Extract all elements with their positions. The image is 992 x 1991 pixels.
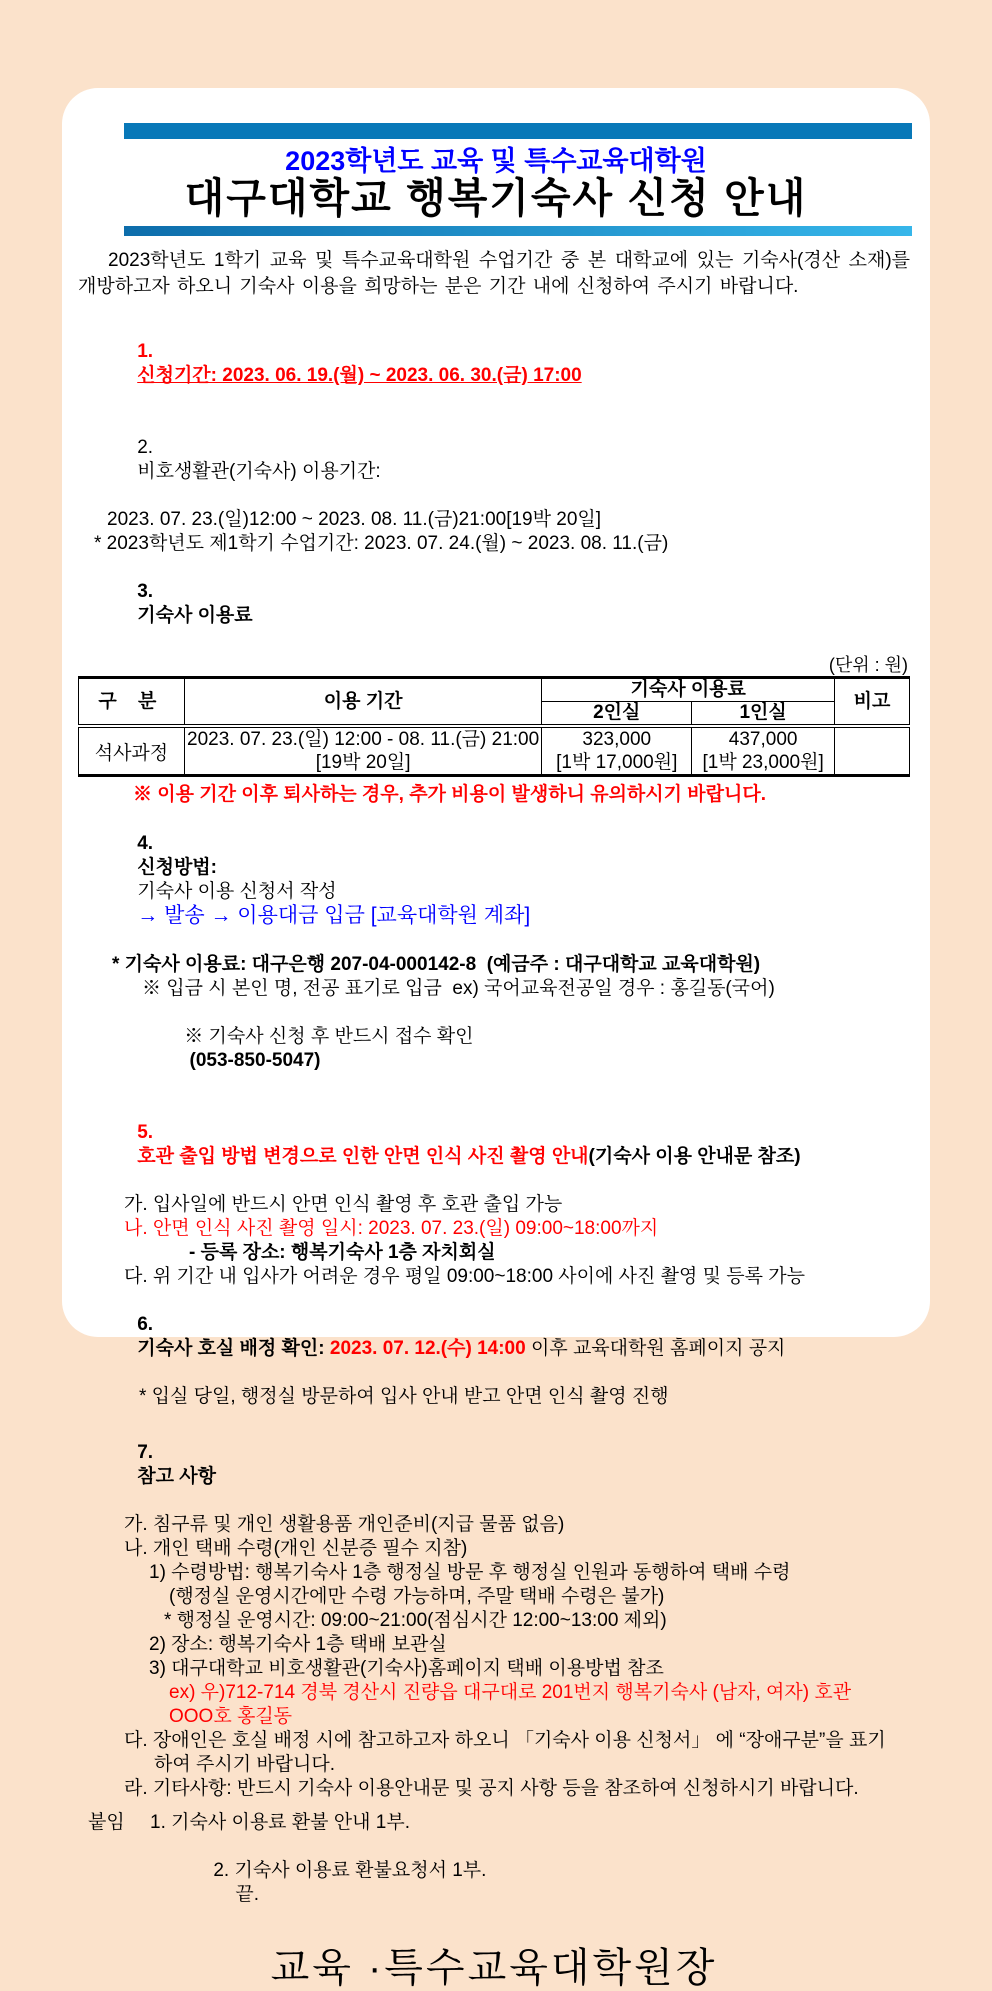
document-title: 대구대학교 행복기숙사 신청 안내 <box>184 175 808 221</box>
item-4-step-blue: → 발송 → 이용대금 입금 [교육대학원 계좌] <box>137 904 531 927</box>
item-7-na-3: 3) 대구대학교 비호생활관(기숙사)홈페이지 택배 이용방법 참조 <box>149 1658 664 1679</box>
cell-period-nights: [19박 20일] <box>315 752 411 773</box>
intro-paragraph: 2023학년도 1학기 교육 및 특수교육대학원 수업기간 중 본 대학교에 있는 기숙사(경산 소재)를 개방하고자 하오니 기숙사 이용을 희망하는 분은 기간 내에 신청하여 주시기 바랍니다. <box>78 250 910 297</box>
item-2-period-dates: 2023. 07. 23.(일)12:00 ~ 2023. 08. 11.(금)21:00[19박 20일] <box>107 509 602 530</box>
item-7-number: 7. <box>137 1442 154 1463</box>
item-4-confirm-phone: (053-850-5047) <box>184 1050 321 1071</box>
item-4-step-black: 기숙사 이용 신청서 작성 <box>137 881 337 902</box>
item-4-confirm-note <box>142 1001 910 1097</box>
double-room-amount: 323,000 <box>582 729 652 750</box>
fee-warning-note: ※ 이용 기간 이후 퇴사하는 경우, 추가 비용이 발생하니 유의하시기 바랍니다. <box>133 784 766 805</box>
item-1-application-period <box>95 316 910 412</box>
item-7-title: 참고 사항 <box>137 1466 216 1487</box>
document-subtitle: 2023학년도 교육 및 특수교육대학원 <box>285 146 707 176</box>
item-7-na-1: 1) 수령방법: 행복기숙사 1층 행정실 방문 후 행정실 인원과 동행하여 택배 수령 <box>149 1562 791 1583</box>
attachment-1: 1. 기숙사 이용료 환불 안내 1부. <box>150 1812 410 1833</box>
item-6-number: 6. <box>137 1314 154 1335</box>
item-7-reference-heading <box>95 1417 910 1513</box>
item-2-number: 2. <box>137 437 154 458</box>
attachment-2-text: 2. 기숙사 이용료 환불요청서 1부. <box>213 1860 487 1881</box>
notice-card <box>62 88 930 1990</box>
item-6-note: * 입실 당일, 행정실 방문하여 입사 안내 받고 안면 인식 촬영 진행 <box>139 1386 669 1407</box>
header-remark: 비고 <box>835 678 910 727</box>
item-4-deposit-note: ※ 입금 시 본인 명, 전공 표기로 입금 ex) 국어교육전공일 경우 : 홍길동(국어) <box>142 978 775 999</box>
attachments-block <box>88 1811 910 1931</box>
single-room-amount: 437,000 <box>728 729 798 750</box>
item-4-label: 신청방법: <box>137 857 217 878</box>
attachments-label: 붙임 <box>88 1812 125 1833</box>
item-4-confirm-text: ※ 기숙사 신청 후 반드시 접수 확인 <box>184 1026 479 1047</box>
cell-period <box>184 726 541 776</box>
table-unit-note: (단위 : 원) <box>828 655 908 675</box>
item-7-ra: 라. 기타사항: 반드시 기숙사 이용안내문 및 공지 사항 등을 참조하여 신청하시기 바랍니다. <box>124 1778 859 1799</box>
item-2-usage-period <box>95 412 910 508</box>
double-room-per-night: [1박 17,000원] <box>556 752 678 773</box>
item-1-number: 1. <box>137 341 154 362</box>
signature-line: 교육 ·특수교육대학원장 <box>270 1946 718 1990</box>
item-5-face-recognition <box>95 1097 910 1193</box>
fee-table-data-row <box>79 726 910 776</box>
item-3-number: 3. <box>137 581 154 602</box>
item-7-da: 다. 장애인은 호실 배정 시에 참고하고자 하오니 「기숙사 이용 신청서」 에 “장애구분”을 표기하여 주시기 바랍니다. <box>124 1730 886 1775</box>
item-6-label: 기숙사 호실 배정 확인: <box>137 1338 330 1359</box>
item-5-number: 5. <box>137 1122 154 1143</box>
item-4-number: 4. <box>137 833 154 854</box>
document-end-marker: 끝. <box>235 1884 259 1905</box>
cell-double-room-fee <box>542 726 692 776</box>
item-5-na: 나. 안면 인식 사진 촬영 일시: 2023. 07. 23.(일) 09:00~18:00까지 <box>124 1218 659 1239</box>
top-blue-bar <box>124 123 912 139</box>
header-category: 구 분 <box>79 678 185 727</box>
attachment-2 <box>150 1835 486 1931</box>
item-7-na-1-sub: (행정실 운영시간에만 수령 가능하며, 주말 택배 수령은 불가) <box>169 1586 665 1607</box>
item-5-title-black: (기숙사 이용 안내문 참조) <box>588 1146 801 1167</box>
fee-table <box>78 676 910 777</box>
header-single-room: 1인실 <box>692 702 835 727</box>
item-6-date: 2023. 07. 12.(수) 14:00 <box>329 1338 526 1359</box>
item-5-title-red: 호관 출입 방법 변경으로 인한 안면 인식 사진 촬영 안내 <box>137 1146 589 1167</box>
item-7-na: 나. 개인 택배 수령(개인 신분증 필수 지참) <box>124 1538 468 1559</box>
header-double-room: 2인실 <box>542 702 692 727</box>
item-7-ga: 가. 침구류 및 개인 생활용품 개인준비(지급 물품 없음) <box>124 1514 565 1535</box>
cell-remark <box>835 726 910 776</box>
item-6-rest: 이후 교육대학원 홈페이지 공지 <box>525 1338 786 1359</box>
single-room-per-night: [1박 23,000원] <box>702 752 824 773</box>
item-6-room-assignment <box>95 1289 910 1385</box>
item-2-semester-note: * 2023학년도 제1학기 수업기간: 2023. 07. 24.(월) ~ 2023. 08. 11.(금) <box>94 533 669 554</box>
item-3-text: 기숙사 이용료 <box>137 605 253 626</box>
item-7-na-1-hours: * 행정실 운영시간: 09:00~21:00(점심시간 12:00~13:00 제외) <box>164 1610 667 1631</box>
item-4-bank-account: * 기숙사 이용료: 대구은행 207-04-000142-8 (예금주 : 대구대학교 교육대학원) <box>112 954 761 975</box>
cell-period-dates: 2023. 07. 23.(일) 12:00 - 08. 11.(금) 21:00 <box>187 729 540 750</box>
document-body <box>62 236 930 1991</box>
item-3-fee-heading <box>95 556 910 652</box>
item-1-text: 신청기간: 2023. 06. 19.(월) ~ 2023. 06. 30.(금) 17:00 <box>137 365 582 386</box>
header-period: 이용 기간 <box>184 678 541 727</box>
fee-table-header-row-1 <box>79 678 910 702</box>
item-5-registration-place: - 등록 장소: 행복기숙사 1층 자치회실 <box>189 1242 496 1263</box>
item-5-da: 다. 위 기간 내 입사가 어려운 경우 평일 09:00~18:00 사이에 사진 촬영 및 등록 가능 <box>124 1266 805 1287</box>
attachments-list <box>150 1811 486 1931</box>
item-5-ga: 가. 입사일에 반드시 안면 인식 촬영 후 호관 출입 가능 <box>124 1194 563 1215</box>
cell-category: 석사과정 <box>79 726 185 776</box>
item-7-na-2: 2) 장소: 행복기숙사 1층 택배 보관실 <box>149 1634 447 1655</box>
cell-single-room-fee <box>692 726 835 776</box>
item-4-application-method <box>95 808 910 953</box>
header-fee-group: 기숙사 이용료 <box>542 678 835 702</box>
item-7-na-3-example: ex) 우)712-714 경북 경산시 진량읍 대구대로 201번지 행복기숙사 (남자, 여자) 호관 OOO호 홍길동 <box>169 1682 857 1727</box>
title-underline-bar <box>124 226 912 236</box>
item-2-text: 비호생활관(기숙사) 이용기간: <box>137 461 381 482</box>
